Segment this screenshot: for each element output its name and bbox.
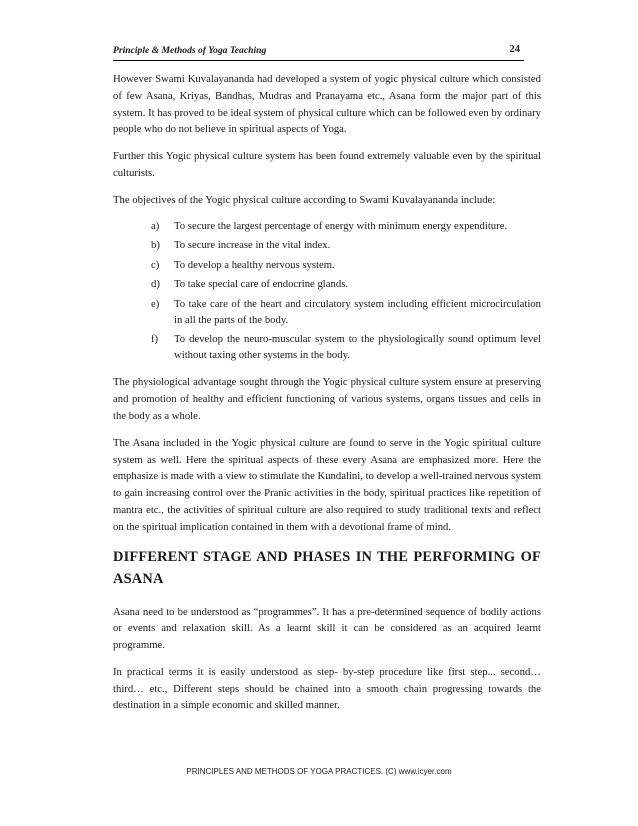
list-marker: b) (151, 239, 160, 252)
page-header (113, 44, 524, 61)
paragraph-3: The objectives of the Yogic physical culture according to Swami Kuvalayananda include: (113, 193, 496, 206)
page-number: 24 (509, 44, 520, 55)
list-marker: a) (151, 219, 160, 232)
list-item (113, 219, 541, 235)
paragraph-6: Asana need to be understood as “programmes”. It has a pre-determined sequence of bodily actions or events and relaxation skill. As a learnt skill it can be considered as an acquired learnt programme. (113, 605, 541, 652)
paragraph-4: The physiological advantage sought through the Yogic physical culture system ensure at preserving and promotion of healthy and efficient functioning of various systems, organs tissues and cells in the body as a whole. (113, 376, 541, 422)
list-marker: d) (151, 278, 160, 291)
section-heading: DIFFERENT STAGE AND PHASES IN THE PERFORMING OF ASANA (113, 548, 541, 587)
list-item-text: To secure the largest percentage of energy with minimum energy expenditure. (174, 219, 508, 232)
objectives-list (113, 219, 541, 364)
list-marker: c) (151, 258, 160, 271)
list-item (113, 238, 541, 254)
list-item-text: To develop the neuro-muscular system to the physiologically sound optimum level without taxing other systems in the body. (174, 333, 541, 361)
list-item (113, 277, 541, 293)
list-item-text: To take care of the heart and circulatory system including efficient microcirculation in all the parts of the body. (174, 297, 541, 326)
paragraph-5: The Asana included in the Yogic physical culture are found to serve in the Yogic spiritual culture system as well. Here the spiritual aspects of these every Asana are emphasized more. Here the emphasize is made with a view to stimulate the Kundalini, to develop a well-trained nervous system to gain increasing control over the Pranic activities in the body, spiritual practices like repetition of mantra etc., the activities of spiritual culture are also required to study traditional texts and reflect on the spiritual implication contained in them with a devotional frame of mind. (113, 436, 541, 533)
page-footer: PRINCIPLES AND METHODS OF YOGA PRACTICES. (C) www.icyer.com (186, 767, 452, 776)
paragraph-2: Further this Yogic physical culture system has been found extremely valuable even by the spiritual culturists. (113, 150, 541, 179)
list-item-text: To develop a healthy nervous system. (174, 258, 335, 271)
list-item (113, 332, 541, 363)
list-item (113, 297, 541, 328)
list-marker: e) (151, 297, 160, 310)
header-title: Principle & Methods of Yoga Teaching (113, 45, 267, 56)
page-body (113, 71, 541, 724)
list-item-text: To secure increase in the vital index. (174, 239, 331, 252)
paragraph-1: However Swami Kuvalayananda had developed a system of yogic physical culture which consisted of few Asana, Kriyas, Bandhas, Mudras and Pranayama etc., Asana form the major part of this system. It has proved to be ideal system of physical culture which can be followed even by ordinary people who do not believe in spiritual aspects of Yoga. (113, 73, 541, 136)
list-item-text: To take special care of endocrine glands. (174, 278, 349, 291)
list-item (113, 258, 541, 274)
paragraph-7: In practical terms it is easily understood as step- by-step procedure like first step... second… third… etc., Different steps should be chained into a smooth chain progressing towards the destination in a simple economic and skilled manner. (113, 665, 541, 712)
list-marker: f) (151, 333, 159, 346)
